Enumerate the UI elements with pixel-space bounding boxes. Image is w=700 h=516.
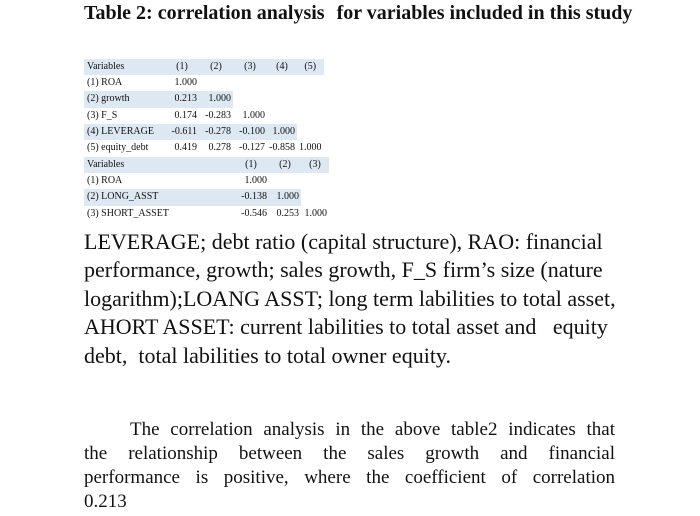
table-cell: 0.174 <box>174 109 197 121</box>
paragraph-line: the relationship between the sales growth and financial <box>84 443 615 464</box>
row-label: (4) LEVERAGE <box>84 124 165 140</box>
table-cell: -0.278 <box>199 124 233 140</box>
table-header-cell: Variables <box>84 59 165 75</box>
row-label: (3) SHORT_ASSET <box>87 207 169 219</box>
table-header-cell: Variables <box>84 157 233 173</box>
table-cell: 1.000 <box>244 175 267 187</box>
table-header-cell: (3) <box>301 157 329 173</box>
table-header-row <box>84 157 329 173</box>
table-row <box>84 140 324 156</box>
table-header-cell: (1) <box>233 157 269 173</box>
table-row <box>84 124 324 140</box>
row-label: (2) LONG_ASST <box>84 189 233 205</box>
table-title-part1: Table 2: correlation analysis <box>84 2 325 24</box>
table-title-part2: for variables included in this study <box>336 2 633 24</box>
table-cell <box>297 75 324 91</box>
table-cell <box>267 108 297 124</box>
table-cell: 1.000 <box>199 91 233 107</box>
table-row <box>84 189 329 205</box>
table-cell: 1.000 <box>242 109 265 121</box>
table-header-cell: (3) <box>233 59 267 75</box>
correlation-table-assets <box>84 157 329 222</box>
row-label: (1) ROA <box>87 77 123 89</box>
table-cell <box>297 91 324 107</box>
table-header-cell: (2) <box>269 157 301 173</box>
table-row <box>84 173 329 189</box>
table-cell: -0.100 <box>233 124 267 140</box>
row-label: (3) F_S <box>87 109 118 121</box>
table-cell: 0.278 <box>208 142 231 154</box>
table-cell <box>301 189 329 205</box>
table-cell <box>267 91 297 107</box>
table-row <box>84 108 324 124</box>
table-header-cell: (5) <box>297 59 324 75</box>
table-header-row <box>84 59 324 75</box>
table-row <box>84 91 324 107</box>
table-cell: 1.000 <box>304 207 327 219</box>
table-cell: 1.000 <box>269 189 301 205</box>
table-row <box>84 206 329 222</box>
paragraph-line: performance is positive, where the coefficient of correlation <box>84 467 615 488</box>
variable-definitions-note: LEVERAGE; debt ratio (capital structure), RAO: financial performance, growth; sales growth, F_S firm’s size (nature logarithm);LOANG ASST; long term labilities to total asset, AHORT ASSET: current labilities to total asset and equity debt, total labilities to total owner equity. <box>84 229 616 368</box>
table-cell <box>233 91 267 107</box>
table-cell: 1.000 <box>299 142 322 154</box>
table-cell: 1.000 <box>267 124 297 140</box>
table-cell: -0.283 <box>205 109 231 121</box>
table-cell <box>199 75 233 91</box>
table-cell <box>233 75 267 91</box>
correlation-table-main <box>84 59 324 156</box>
table-title <box>84 0 644 26</box>
table-cell <box>269 173 301 189</box>
table-cell <box>297 124 324 140</box>
table-header-cell: (1) <box>165 59 199 75</box>
table-cell: -0.546 <box>241 207 267 219</box>
table-cell: 0.419 <box>174 142 197 154</box>
row-label: (1) ROA <box>87 175 123 187</box>
table-cell: -0.138 <box>233 189 269 205</box>
table-cell: 0.253 <box>276 207 299 219</box>
paragraph-line: The correlation analysis in the above table2 indicates that <box>130 419 615 440</box>
row-label: (5) equity_debt <box>87 142 149 154</box>
table-header-cell: (2) <box>199 59 233 75</box>
table-cell <box>301 173 329 189</box>
table-cell <box>297 108 324 124</box>
table-header-cell: (4) <box>267 59 297 75</box>
paragraph-line: 0.213 <box>84 491 127 512</box>
table-cell: -0.611 <box>165 124 199 140</box>
table-cell: 1.000 <box>174 77 197 89</box>
table-cell: 0.213 <box>165 91 199 107</box>
table-cell: -0.127 <box>239 142 265 154</box>
table-row <box>84 75 324 91</box>
table-cell: -0.858 <box>269 142 295 154</box>
row-label: (2) growth <box>84 91 165 107</box>
table-cell <box>267 75 297 91</box>
body-paragraph <box>84 418 615 514</box>
